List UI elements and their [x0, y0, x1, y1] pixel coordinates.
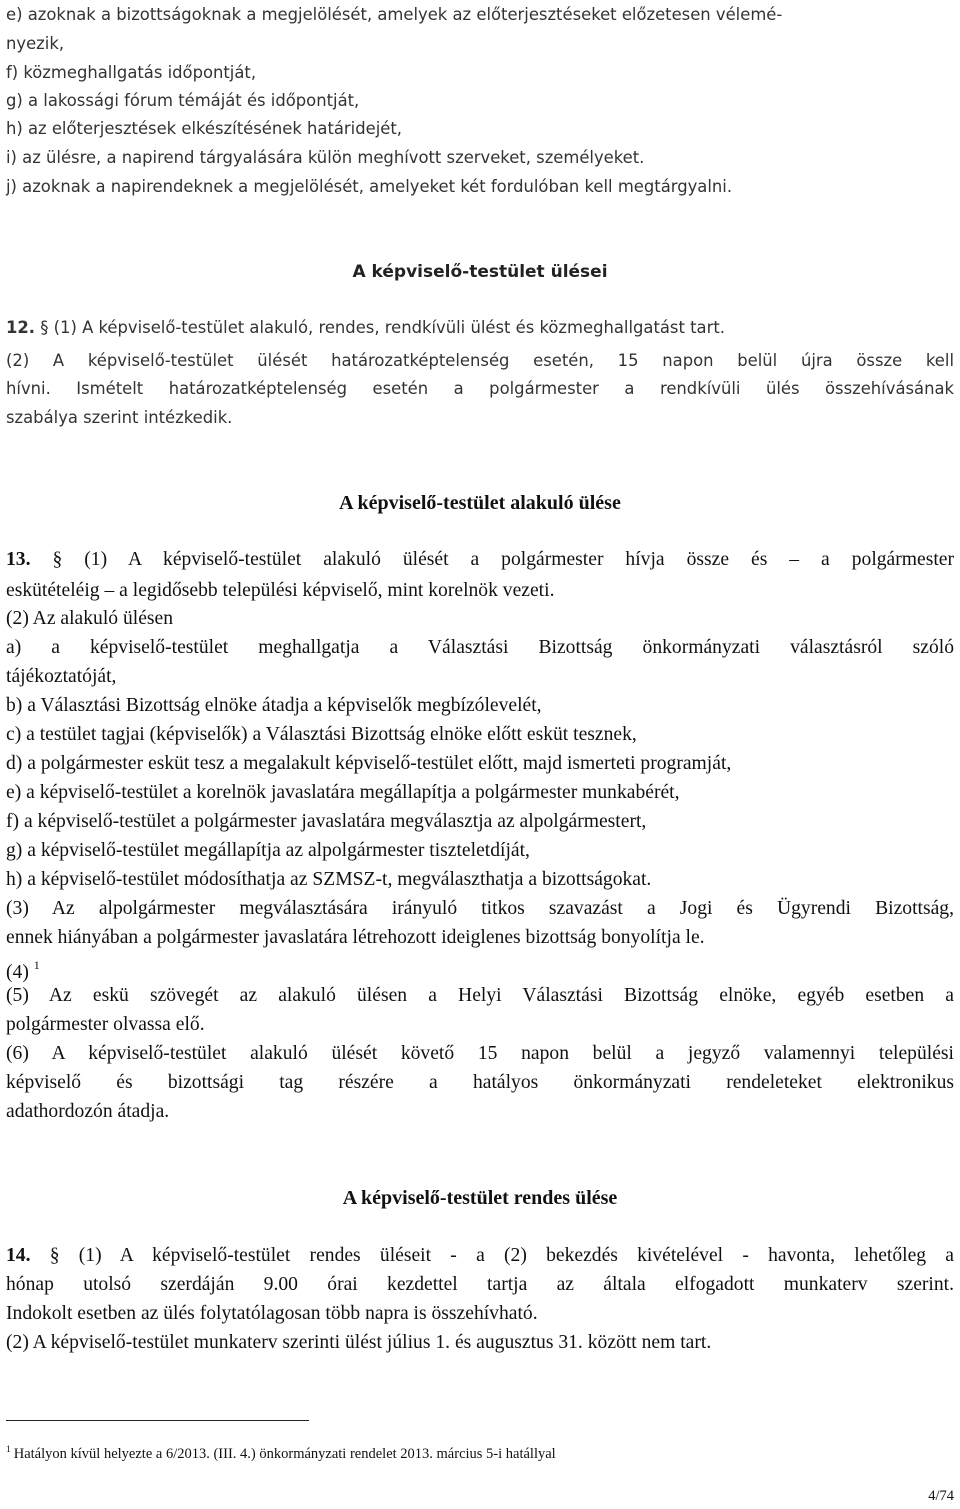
paragraph-13-1-line1: 13. § (1) A képviselő-testület alakuló ülését a polgármester hívja össze és – a polgármester [6, 549, 955, 570]
paragraph-13-6-line3: adathordozón átadja. [6, 1101, 170, 1122]
list-item-13-b: b) a Választási Bizottság elnöke átadja a képviselők megbízólevelét, [6, 695, 542, 716]
paragraph-13-3-line1: (3) Az alpolgármester megválasztására irányuló titkos szavazást a Jogi és Ügyrendi Bizottság, [6, 898, 954, 919]
paragraph-14-1-line2: hónap utolsó szerdáján 9.00 órai kezdettel tartja az általa elfogadott munkaterv szerint. [6, 1274, 954, 1295]
paragraph-13-1-line2: eskütételéig – a legidősebb települési képviselő, mint korelnök vezeti. [6, 580, 555, 601]
list-item-j: j) azoknak a napirendeknek a megjelölését, amelyeket két fordulóban kell megtárgyalni. [6, 177, 733, 196]
list-item-e-cont: nyezik, [6, 34, 65, 53]
footnote-reference[interactable]: 1 [33, 958, 40, 972]
section-number-14: 14. [6, 1245, 31, 1266]
section-sign-icon: § [30, 1245, 60, 1266]
paragraph-12-2-line1: (2) A képviselő-testület ülését határozatképtelenség esetén, 15 napon belül újra össze kell [6, 351, 954, 370]
footnote-divider [6, 1420, 309, 1421]
paragraph-13-6-line1: (6) A képviselő-testület alakuló ülését követő 15 napon belül a jegyző valamennyi települési [6, 1043, 954, 1064]
list-item-13-a-line2: tájékoztatóját, [6, 666, 117, 687]
paragraph-13-6-line2: képviselő és bizottsági tag részére a hatályos önkormányzati rendeleteket elektronikus [6, 1072, 954, 1093]
list-item-13-c: c) a testület tagjai (képviselők) a Választási Bizottság elnöke előtt esküt tesznek, [6, 724, 637, 745]
section-heading-rendes: A képviselő-testület rendes ülése [342, 1187, 618, 1209]
paragraph-12-2-line2: hívni. Ismételt határozatképtelenség esetén a polgármester a rendkívüli ülés összehívásának [6, 379, 954, 398]
paragraph-13-2: (2) Az alakuló ülésen [6, 608, 174, 629]
footnote [6, 1445, 556, 1463]
paragraph-13-5-line1: (5) Az eskü szövegét az alakuló ülésen a Helyi Választási Bizottság elnöke, egyéb esetben a [6, 985, 954, 1006]
section-heading-alakulo: A képviselő-testület alakuló ülése [339, 492, 621, 514]
section-heading-ulesei: A képviselő-testület ülései [352, 262, 608, 282]
paragraph-14-2: (2) A képviselő-testület munkaterv szerinti ülést július 1. és augusztus 31. között nem tart. [6, 1332, 712, 1353]
paragraph-12-2-line3: szabálya szerint intézkedik. [6, 408, 233, 427]
list-item-f: f) közmeghallgatás időpontját, [6, 63, 257, 82]
list-item-g: g) a lakossági fórum témáját és időpontját, [6, 91, 360, 110]
list-item-13-f: f) a képviselő-testület a polgármester javaslatára megválasztja az alpolgármestert, [6, 811, 647, 832]
list-item-13-g: g) a képviselő-testület megállapítja az alpolgármester tiszteletdíját, [6, 840, 530, 861]
footnote-marker: 1 [6, 1445, 11, 1455]
section-number-13: 13. [6, 549, 31, 570]
paragraph-13-4: (4) $^1$ [6, 958, 40, 983]
paragraph-12-1: 12. § (1) A képviselő-testület alakuló, rendes, rendkívüli ülést és közmeghallgatást tart. [6, 318, 725, 337]
paragraph-13-5-line2: polgármester olvassa elő. [6, 1014, 205, 1035]
section-sign-icon: § [35, 318, 49, 337]
footnote-text: Hatályon kívül helyezte a 6/2013. (III. 4.) önkormányzati rendelet 2013. március 5-i hatállyal [13, 1446, 556, 1462]
list-item-13-d: d) a polgármester esküt tesz a megalakult képviselő-testület előtt, majd ismerteti programját, [6, 753, 732, 774]
paragraph-14-1-line3: Indokolt esetben az ülés folytatólagosan több napra is összehívható. [6, 1303, 538, 1324]
list-item-h: h) az előterjesztések elkészítésének határidejét, [6, 119, 402, 138]
list-item-13-a-line1: a) a képviselő-testület meghallgatja a Választási Bizottság önkormányzati választásról szóló [6, 637, 954, 658]
section-number-12: 12. [6, 318, 36, 337]
section-sign-icon: § [30, 549, 63, 570]
list-item-i: i) az ülésre, a napirend tárgyalására külön meghívott szerveket, személyeket. [6, 148, 645, 167]
paragraph-14-1-line1: 14. § (1) A képviselő-testület rendes üléseit - a (2) bekezdés kivételével - havonta, lehetőleg a [6, 1245, 954, 1266]
list-item-13-e: e) a képviselő-testület a korelnök javaslatára megállapítja a polgármester munkabérét, [6, 782, 680, 803]
paragraph-13-3-line2: ennek hiányában a polgármester javaslatára létrehozott ideiglenes bizottság bonyolítja le. [6, 927, 705, 948]
list-item-e: e) azoknak a bizottságoknak a megjelölését, amelyek az előterjesztéseket előzetesen vélemé- [6, 5, 783, 24]
list-item-13-h: h) a képviselő-testület módosíthatja az SZMSZ-t, megválaszthatja a bizottságokat. [6, 869, 652, 890]
page-number: 4/74 [928, 1488, 954, 1504]
